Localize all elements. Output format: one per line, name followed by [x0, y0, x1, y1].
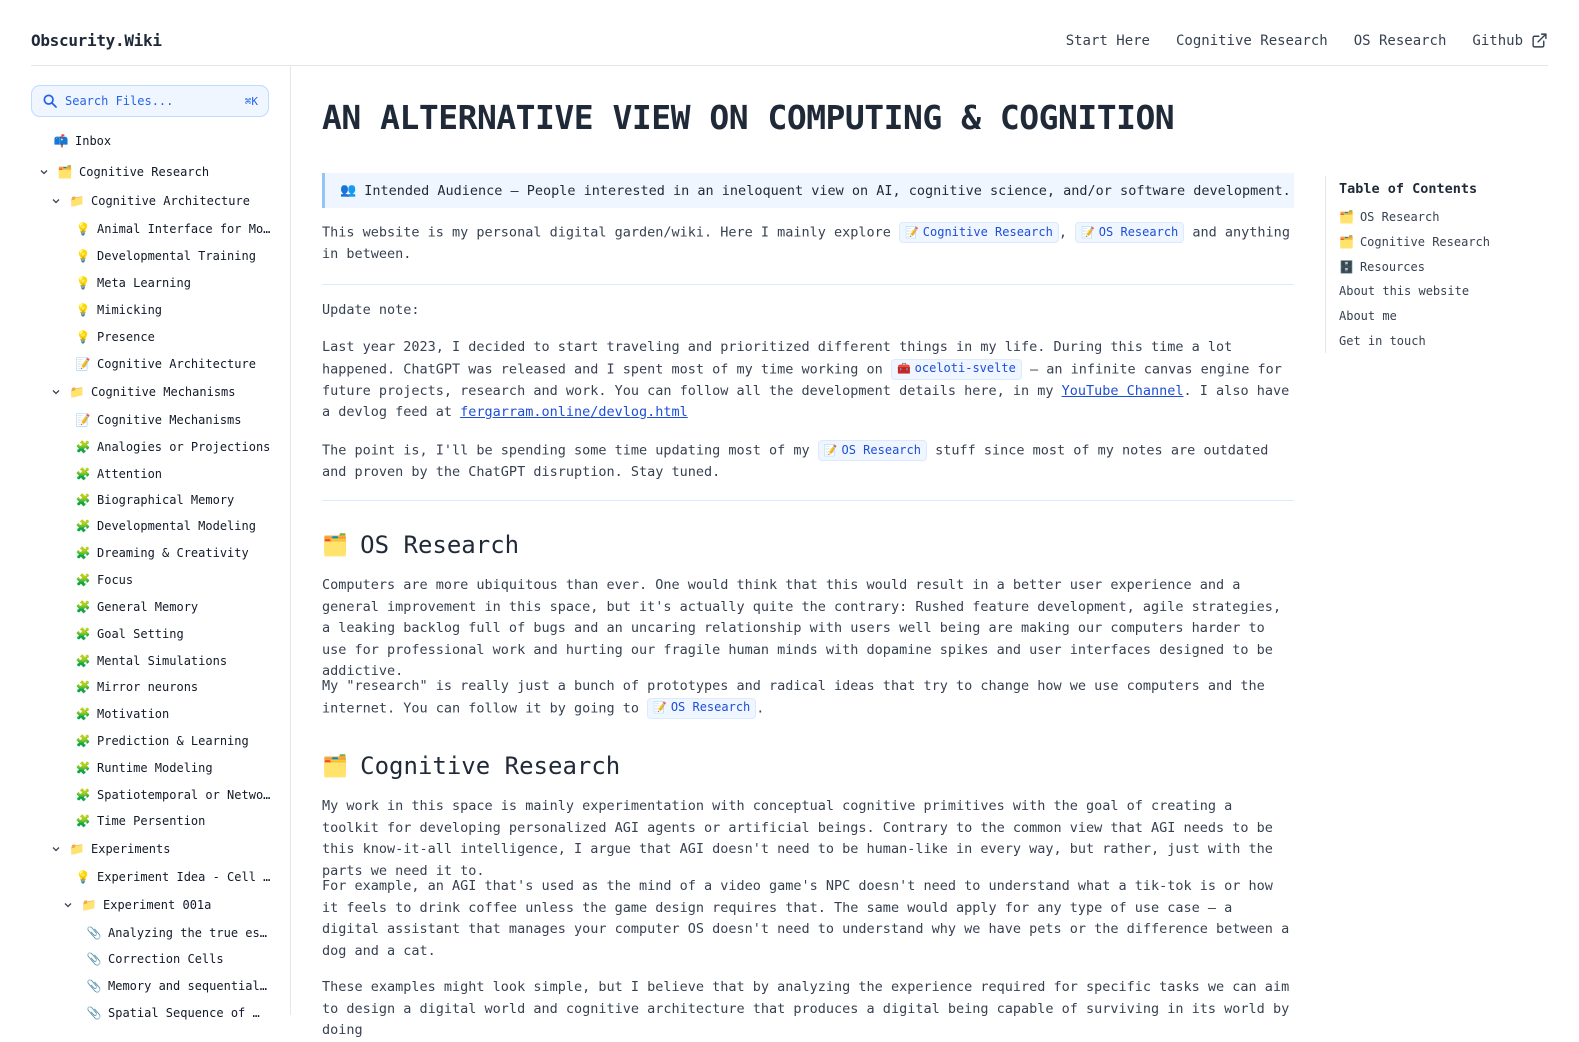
sidebar-folder-cognitive-mechanisms[interactable]: [49, 379, 236, 405]
sidebar-item[interactable]: [75, 243, 256, 269]
chevron-down-icon[interactable]: [37, 165, 51, 179]
chip-label: OS Research: [670, 700, 751, 715]
youtube-channel-link[interactable]: YouTube Channel: [1061, 382, 1184, 399]
update-text: Last year 2023, I decided to start traveling and prioritized different things in my life. During this time a lot happened. ChatGPT was released and I spent most of my time working on: [322, 339, 1233, 377]
sidebar-item-label: Analogies or Projections: [97, 440, 271, 454]
people-icon: 👥: [340, 183, 357, 198]
intro-text: This website is my personal digital garden/wiki. Here I mainly explore: [322, 224, 900, 241]
nav-github[interactable]: [1472, 32, 1548, 49]
sidebar-item-label: Time Persention: [97, 814, 206, 828]
sidebar-item-label: Inbox: [75, 134, 112, 148]
update-text: . I also have a devlog feed at: [322, 382, 1290, 420]
mailbox-icon: 📫: [53, 134, 69, 148]
card-index-icon: 🗂️: [322, 753, 349, 778]
devlog-link[interactable]: fergarram.online/devlog.html: [460, 404, 688, 420]
folder-icon: 📁: [81, 898, 97, 912]
memo-icon: 📝: [905, 225, 919, 239]
sidebar-item-label: Spatial Sequence of …: [108, 1006, 260, 1020]
memo-icon: 📝: [823, 443, 838, 457]
table-of-contents: [1325, 176, 1555, 353]
sidebar-item-label: Cognitive Architecture: [91, 194, 250, 208]
sidebar-item-label: Presence: [97, 330, 155, 344]
update-note-label: Update note:: [322, 302, 420, 318]
puzzle-icon: 🧩: [75, 573, 91, 587]
nav-os-research[interactable]: OS Research: [1353, 32, 1447, 49]
sidebar-item-label: Cognitive Mechanisms: [97, 413, 242, 427]
card-index-icon: 🗂️: [57, 165, 73, 179]
sidebar-item[interactable]: [75, 297, 162, 323]
sidebar-item-label: Memory and sequential…: [108, 979, 267, 993]
chevron-down-icon[interactable]: [49, 194, 63, 208]
page-title: AN ALTERNATIVE VIEW ON COMPUTING & COGNITION: [322, 98, 1175, 137]
sidebar-item-label: Cognitive Research: [79, 165, 210, 179]
external-link-icon: [1531, 32, 1548, 49]
memo-icon: 📝: [75, 357, 91, 371]
file-cabinet-icon: 🗄️: [1339, 259, 1354, 274]
sidebar-item[interactable]: [75, 407, 242, 433]
memo-icon: 📝: [75, 413, 91, 427]
toc-item-cognitive-research[interactable]: [1339, 230, 1555, 255]
search-placeholder: Search Files...: [65, 94, 174, 108]
heading-text: OS Research: [360, 531, 520, 559]
toc-item-get-in-touch[interactable]: [1339, 328, 1555, 353]
sidebar-item-inbox[interactable]: [53, 128, 111, 154]
sidebar-item[interactable]: [75, 487, 234, 513]
sidebar-item[interactable]: [75, 461, 162, 487]
update-text: — an infinite canvas engine for future projects, research and work. You can follow all the development details here, in my: [322, 361, 1282, 399]
toolbox-icon: 🧰: [896, 362, 911, 376]
puzzle-icon: 🧩: [75, 493, 91, 507]
cognitive-paragraph-2: For example, an AGI that's used as the mind of a video game's NPC doesn't need to understand what a tik-tok is or how it feels to drink coffee unless the game design requires that. The same would apply for any type of use case — a digital assistant that manages your computer OS doesn't need to understand why we have pets or the difference between a dog and a cat.: [322, 878, 1290, 959]
os-text: My "research" is really just a bunch of prototypes and radical ideas that try to change how we use computers and the internet. You can follow it by going to: [322, 678, 1265, 716]
toc-item-label: Get in touch: [1339, 333, 1426, 348]
card-index-icon: 🗂️: [1339, 235, 1354, 250]
puzzle-icon: 🧩: [75, 519, 91, 533]
top-header: [31, 0, 1548, 66]
sidebar-item-label: Runtime Modeling: [97, 761, 213, 775]
audience-callout: [322, 173, 1294, 208]
sidebar-item-label: Spatiotemporal or Netwo…: [97, 788, 271, 802]
sidebar-folder-experiments[interactable]: [49, 836, 170, 862]
toc-title: Table of Contents: [1339, 181, 1478, 197]
sidebar-item[interactable]: [86, 946, 224, 972]
sidebar-item[interactable]: [75, 594, 198, 620]
sidebar-folder-cognitive-architecture[interactable]: [49, 188, 250, 214]
toc-item-about-website[interactable]: [1339, 279, 1555, 304]
sidebar-item-label: Mirror neurons: [97, 680, 199, 694]
folder-icon: 📁: [69, 385, 85, 399]
chip-cognitive-research[interactable]: [899, 222, 1059, 243]
sidebar-item-label: Dreaming & Creativity: [97, 546, 249, 560]
os-text: .: [756, 700, 765, 716]
sidebar-item[interactable]: [86, 1000, 276, 1026]
sidebar-folder-experiment-001a[interactable]: [61, 892, 211, 918]
sidebar-item-label: Developmental Modeling: [97, 519, 256, 533]
sidebar-item-label: Experiments: [91, 842, 171, 856]
sidebar-item-label: General Memory: [97, 600, 199, 614]
chip-label: OS Research: [841, 442, 921, 457]
chip-os-research[interactable]: [647, 698, 756, 719]
puzzle-icon: 🧩: [75, 788, 91, 802]
chip-label: OS Research: [1098, 224, 1179, 239]
point-text: The point is, I'll be spending some time updating most of my: [322, 442, 818, 459]
toc-item-os-research[interactable]: [1339, 205, 1555, 230]
chevron-down-icon[interactable]: [49, 842, 63, 856]
puzzle-icon: 🧩: [75, 546, 91, 560]
os-research-heading: [322, 531, 519, 559]
chip-os-research[interactable]: [818, 440, 927, 461]
search-shortcut: ⌘K: [244, 94, 258, 108]
sidebar-item[interactable]: [75, 808, 205, 834]
sidebar-item-label: Cognitive Mechanisms: [91, 385, 236, 399]
sidebar: [31, 66, 291, 1020]
chevron-down-icon[interactable]: [61, 898, 75, 912]
sidebar-item-label: Biographical Memory: [97, 493, 235, 507]
toc-item-label: OS Research: [1359, 210, 1440, 225]
lightbulb-icon: 💡: [75, 276, 91, 290]
chip-oceloti-svelte[interactable]: [891, 359, 1022, 380]
folder-icon: 📁: [69, 194, 85, 208]
sidebar-folder-cognitive-research[interactable]: [37, 159, 209, 185]
toc-item-label: Resources: [1359, 259, 1425, 274]
toc-item-label: Cognitive Research: [1359, 235, 1490, 250]
puzzle-icon: 🧩: [75, 627, 91, 641]
sidebar-item[interactable]: [75, 674, 198, 700]
memo-icon: 📝: [1081, 225, 1095, 239]
sidebar-item[interactable]: [75, 621, 184, 647]
lightbulb-icon: 💡: [75, 870, 91, 884]
lightbulb-icon: 💡: [75, 222, 91, 236]
sidebar-item[interactable]: [86, 920, 276, 946]
chip-label: oceloti-svelte: [914, 361, 1016, 376]
sidebar-item[interactable]: [75, 755, 213, 781]
sidebar-item[interactable]: [86, 973, 276, 999]
lightbulb-icon: 💡: [75, 249, 91, 263]
sidebar-item-label: Animal Interface for Mo…: [97, 222, 271, 236]
sidebar-item-label: Experiment Idea - Cell …: [97, 870, 271, 884]
sidebar-item-label: Mimicking: [97, 303, 163, 317]
sidebar-item[interactable]: [75, 540, 249, 566]
puzzle-icon: 🧩: [75, 440, 91, 454]
sidebar-item-label: Prediction & Learning: [97, 734, 249, 748]
sidebar-item-label: Developmental Training: [97, 249, 256, 263]
puzzle-icon: 🧩: [75, 734, 91, 748]
sidebar-item[interactable]: [75, 351, 256, 377]
puzzle-icon: 🧩: [75, 814, 91, 828]
puzzle-icon: 🧩: [75, 467, 91, 481]
memo-icon: 📝: [653, 701, 667, 715]
nav-github-label: Github: [1472, 32, 1523, 49]
paperclip-icon: 📎: [86, 952, 102, 966]
sidebar-item-label: Mental Simulations: [97, 654, 228, 668]
sidebar-item-label: Correction Cells: [108, 952, 224, 966]
puzzle-icon: 🧩: [75, 680, 91, 694]
lightbulb-icon: 💡: [75, 303, 91, 317]
nav-cognitive-research[interactable]: Cognitive Research: [1175, 32, 1328, 49]
point-paragraph: [322, 440, 1294, 484]
folder-icon: 📁: [69, 842, 85, 856]
intro-text: and anything in between.: [322, 224, 1290, 262]
cognitive-paragraph-3: These examples might look simple, but I believe that by analyzing the experience required for specific tasks we can aim to design a digital world and cognitive architecture that produces a digital being capable of surviving in its world by doing: [322, 979, 1290, 1038]
sidebar-item[interactable]: [75, 324, 155, 350]
intro-text: ,: [1058, 224, 1076, 241]
divider: [322, 500, 1294, 501]
paperclip-icon: 📎: [86, 926, 102, 940]
sidebar-item[interactable]: [75, 648, 227, 674]
heading-text: Cognitive Research: [360, 752, 621, 780]
card-index-icon: 🗂️: [1339, 210, 1354, 225]
paperclip-icon: 📎: [86, 979, 102, 993]
sidebar-item[interactable]: [75, 728, 249, 754]
sidebar-item[interactable]: [75, 216, 275, 242]
callout-text: Intended Audience — People interested in an ineloquent view on AI, cognitive science, and/or software development.: [364, 182, 1291, 199]
sidebar-item-label: Analyzing the true es…: [108, 926, 267, 940]
point-text: stuff since most of my notes are outdated and proven by the ChatGPT disruption. Stay tuned.: [322, 442, 1269, 480]
update-paragraph: [322, 337, 1294, 424]
paperclip-icon: 📎: [86, 1006, 102, 1020]
sidebar-item[interactable]: [75, 434, 270, 460]
sidebar-item[interactable]: [75, 782, 275, 808]
cognitive-research-heading: [322, 752, 620, 780]
toc-item-about-me[interactable]: [1339, 304, 1555, 329]
nav-start-here[interactable]: Start Here: [1065, 32, 1150, 49]
lightbulb-icon: 💡: [75, 330, 91, 344]
sidebar-item[interactable]: [75, 864, 275, 890]
puzzle-icon: 🧩: [75, 707, 91, 721]
sidebar-item-label: Focus: [97, 573, 134, 587]
sidebar-item[interactable]: [75, 513, 256, 539]
puzzle-icon: 🧩: [75, 761, 91, 775]
sidebar-item-label: Cognitive Architecture: [97, 357, 256, 371]
site-brand[interactable]: Obscurity.Wiki: [31, 31, 162, 50]
os-paragraph-1: Computers are more ubiquitous than ever. One would think that this would result in a better user experience and a general improvement in this space, but it's actually quite the contrary: Rushed feature development, agile strategies, a leaking backlog full of bugs and an uncaring relationship with users well being are making our computers harder to use for professional work and hurting our fragile human minds with dopamine spikes and user interfaces designed to be addictive.: [322, 577, 1282, 679]
toc-item-resources[interactable]: [1339, 254, 1555, 279]
sidebar-item[interactable]: [75, 567, 133, 593]
search-icon: [42, 93, 58, 109]
search-input[interactable]: [31, 85, 269, 117]
intro-paragraph: [322, 222, 1294, 266]
os-paragraph-2: [322, 676, 1294, 720]
puzzle-icon: 🧩: [75, 654, 91, 668]
puzzle-icon: 🧩: [75, 600, 91, 614]
sidebar-item-label: Motivation: [97, 707, 170, 721]
top-nav: [1066, 32, 1548, 49]
sidebar-item[interactable]: [75, 701, 169, 727]
chip-os-research[interactable]: [1075, 222, 1184, 243]
card-index-icon: 🗂️: [322, 532, 349, 557]
divider: [322, 284, 1294, 285]
sidebar-item[interactable]: [75, 270, 191, 296]
sidebar-item-label: Meta Learning: [97, 276, 191, 290]
toc-item-label: About this website: [1339, 284, 1470, 299]
chip-label: Cognitive Research: [922, 224, 1053, 239]
cognitive-paragraph-1: My work in this space is mainly experimentation with conceptual cognitive primitives with the goal of creating a toolkit for developing personalized AGI agents or artificial beings. Contrary to the common view that AGI needs to be this know-it-all intelligence, I argue that AGI doesn't need to be human-like in every way, but rather, just with the parts we need it to.: [322, 798, 1273, 879]
sidebar-item-label: Goal Setting: [97, 627, 184, 641]
sidebar-item-label: Experiment 001a: [103, 898, 212, 912]
chevron-down-icon[interactable]: [49, 385, 63, 399]
sidebar-item-label: Attention: [97, 467, 163, 481]
toc-item-label: About me: [1339, 309, 1397, 324]
